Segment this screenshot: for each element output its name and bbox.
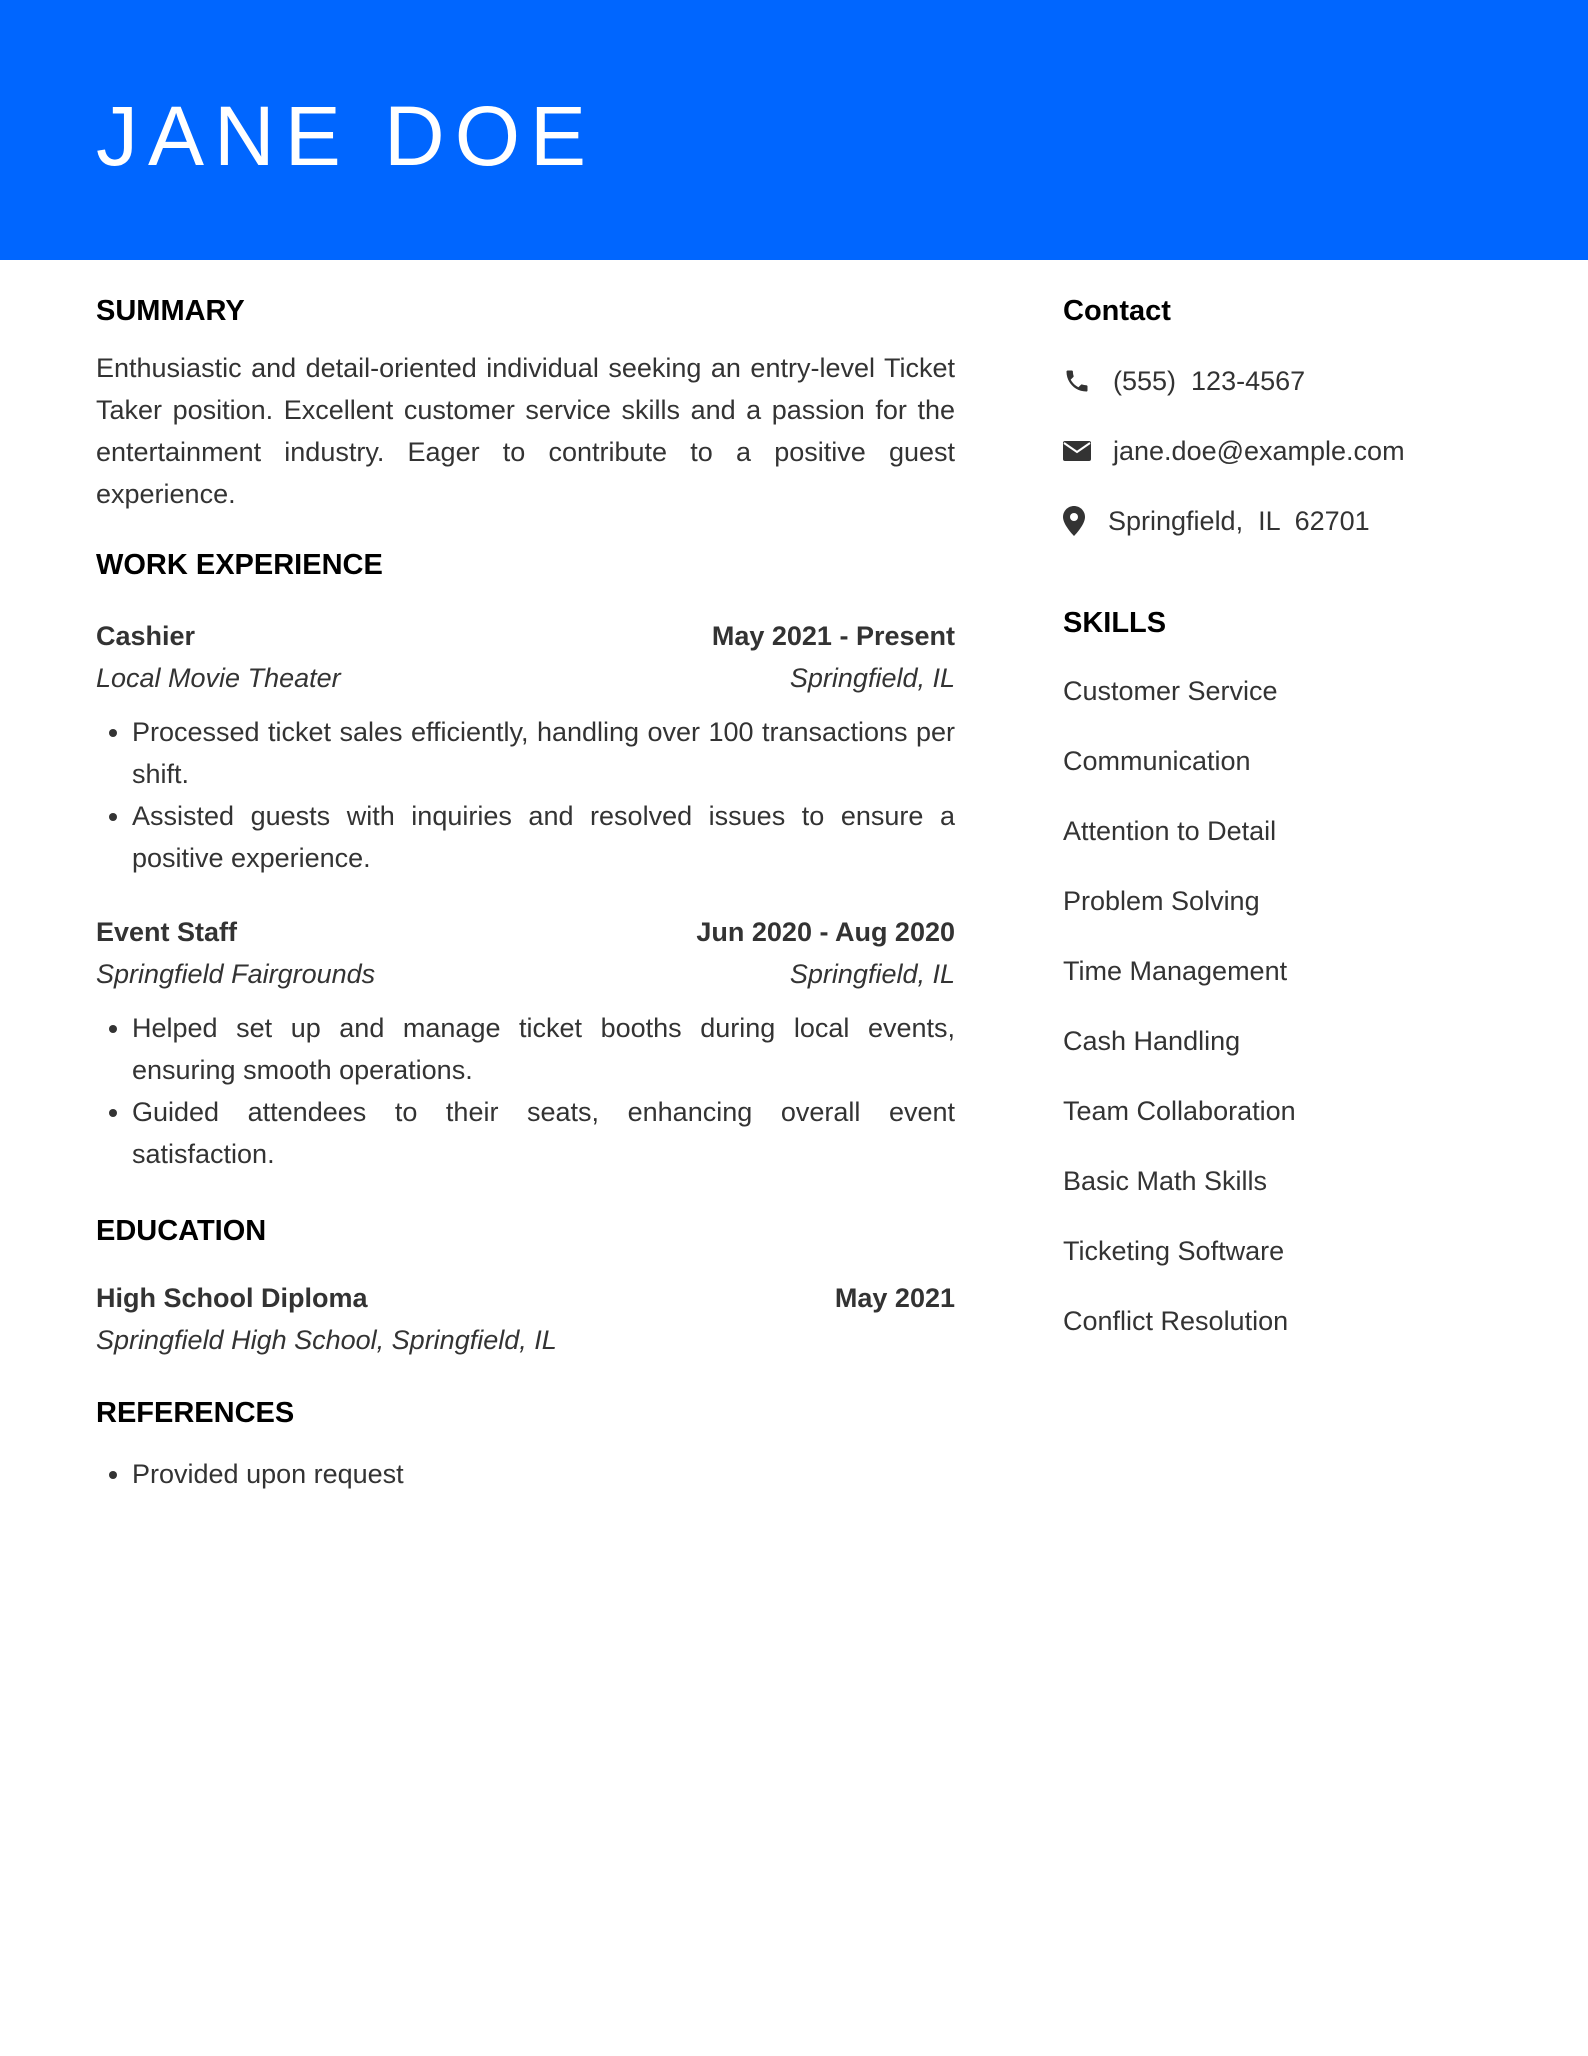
job-subheader — [96, 657, 955, 699]
skill-item: Conflict Resolution — [1063, 1306, 1289, 1336]
job-entry — [96, 615, 955, 879]
skills-title: SKILLS — [1063, 607, 1167, 639]
skill-item: Problem Solving — [1063, 886, 1260, 916]
contact-phone — [1063, 361, 1503, 401]
job-subheader — [96, 953, 955, 995]
skills-list — [1063, 671, 1503, 1341]
education-title: EDUCATION — [96, 1215, 267, 1247]
skill-item: Cash Handling — [1063, 1026, 1241, 1056]
job-location: Springfield, IL — [789, 663, 955, 693]
skill-item: Basic Math Skills — [1063, 1166, 1268, 1196]
job-bullet: • Helped set up and manage ticket booths during local events, ensuring smooth operations. — [132, 1007, 955, 1091]
job-location: Springfield, IL — [789, 959, 955, 989]
envelope-icon — [1063, 440, 1113, 462]
skill-item: Communication — [1063, 746, 1251, 776]
job-role: Event Staff — [96, 917, 238, 947]
job-company: Local Movie Theater — [96, 663, 341, 693]
education-school: Springfield High School, Springfield, IL — [96, 1325, 557, 1355]
reference-item: • Provided upon request — [132, 1453, 955, 1495]
job-role: Cashier — [96, 621, 196, 651]
job-header — [96, 911, 955, 953]
job-bullet: • Assisted guests with inquiries and resolved issues to ensure a positive experience. — [132, 795, 955, 879]
work-experience-title: WORK EXPERIENCE — [96, 549, 383, 581]
job-header — [96, 615, 955, 657]
education-degree: High School Diploma — [96, 1283, 368, 1313]
education-date: May 2021 — [834, 1283, 955, 1313]
skill-item: Ticketing Software — [1063, 1236, 1285, 1266]
job-entry — [96, 911, 955, 1175]
references-title: REFERENCES — [96, 1397, 295, 1429]
education-subheader — [96, 1319, 955, 1361]
skill-item: Attention to Detail — [1063, 816, 1277, 846]
job-company: Springfield Fairgrounds — [96, 959, 376, 989]
education-entry — [96, 1277, 955, 1361]
job-bullets — [96, 1007, 955, 1175]
job-bullet: • Processed ticket sales efficiently, handling over 100 transactions per shift. — [132, 711, 955, 795]
contact-email-text: jane.doe@example.com — [1113, 436, 1405, 466]
summary-text: Enthusiastic and detail-oriented individual seeking an entry-level Ticket Taker position. Excellent customer service skills and a passion for the entertainment industry. Eager to contribute to a positive guest experience. — [96, 353, 955, 509]
education-header — [96, 1277, 955, 1319]
sidebar-column — [1063, 260, 1503, 1341]
job-dates: Jun 2020 - Aug 2020 — [696, 917, 955, 947]
contact-location — [1063, 501, 1503, 541]
job-bullets — [96, 711, 955, 879]
skill-item: Time Management — [1063, 956, 1288, 986]
contact-title: Contact — [1063, 295, 1171, 327]
skill-item: Customer Service — [1063, 676, 1278, 706]
skill-item: Team Collaboration — [1063, 1096, 1296, 1126]
main-column — [96, 260, 955, 1495]
job-dates: May 2021 - Present — [711, 621, 955, 651]
references-list — [96, 1453, 955, 1495]
candidate-name: JANE DOE — [96, 89, 597, 183]
contact-email — [1063, 431, 1503, 471]
header-banner — [0, 0, 1588, 260]
job-bullet: • Guided attendees to their seats, enhancing overall event satisfaction. — [132, 1091, 955, 1175]
contact-location-text: Springfield, IL 62701 — [1108, 506, 1370, 536]
phone-icon — [1063, 367, 1113, 395]
map-pin-icon — [1063, 506, 1108, 536]
summary-title: SUMMARY — [96, 295, 245, 327]
contact-phone-text: (555) 123-4567 — [1113, 366, 1306, 396]
